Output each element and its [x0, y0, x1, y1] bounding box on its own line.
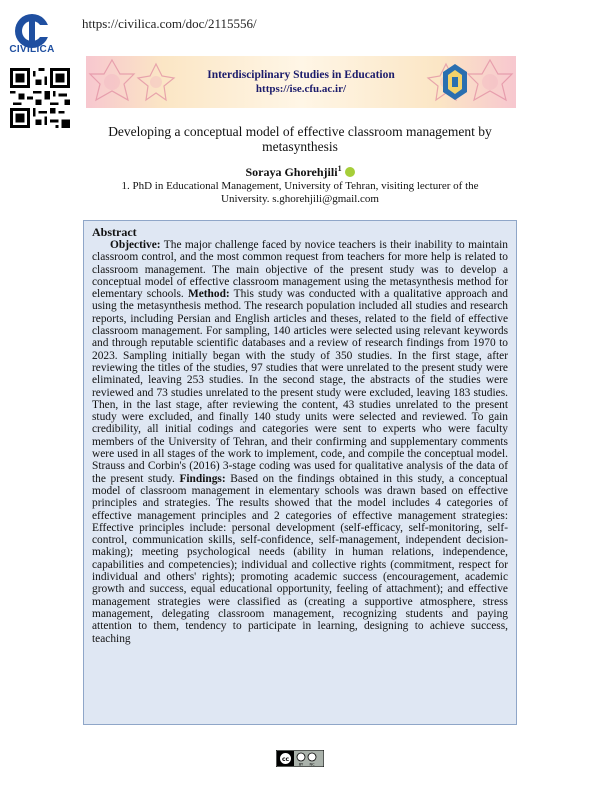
svg-text:NC: NC: [309, 762, 315, 767]
method-text: This study was conducted with a qualitative approach and using the metasynthesis method. The research population included all studies and research reports, including Persian and English articles and theses, related to the field of effective classroom management. For sampling, 140 articles were selected using relevant keywords and through reputable scientific databases and a review of research findings from 1970 to 2023. Sampling initially began with the study of 350 studies. In the first stage, after reviewing the titles of the studies, 97 studies that were unrelated to the present study were eliminated, leaving 253 studies. In the second stage, the abstracts of the studies were reviewed and 73 studies unrelated to the present study were excluded, leaving 183 studies. Then, in the last stage, after reviewing the content, 43 studies unrelated to the present study were excluded, and finally 140 study units were selected and reviewed. To gain credibility, all initial codings and categories were sent to experts who were faculty members of the University of Tehran, and their confirming and supplementary comments were used in all stages of the work to implement, code, and compile the conceptual model. Strauss and Corbin's (2016) 3-stage coding was used for qualitative analysis of the data of the present study.: [92, 288, 509, 485]
author-affiliation: 1. PhD in Educational Management, University of Tehran, visiting lecturer of the University. s.ghorehjili@gmail.com: [121, 180, 479, 205]
findings-label: Findings:: [179, 472, 226, 485]
orcid-icon[interactable]: [345, 167, 355, 177]
paper-title: Developing a conceptual model of effective classroom management by metasynthesis: [108, 124, 492, 154]
objective-text: The major challenge faced by novice teachers is their inability to maintain classroom control, and the most common request from teachers for more help is related to classroom management. The main objective of the present study was to develop a conceptual model of effective classroom management using the metasynthesis method for elementary schools.: [92, 239, 508, 301]
author-affiliation-marker: 1: [337, 164, 342, 173]
civilica-logo-text: CIVILICA: [9, 44, 55, 55]
journal-url[interactable]: https://ise.cfu.ac.ir/: [255, 83, 347, 95]
svg-text:BY: BY: [298, 762, 304, 767]
objective-label: Objective:: [110, 239, 161, 251]
qr-code: [10, 68, 70, 128]
abstract-heading: Abstract: [92, 225, 137, 239]
journal-title: Interdisciplinary Studies in Education: [207, 69, 395, 81]
document-url[interactable]: https://civilica.com/doc/2115556/: [82, 16, 257, 31]
author-line: [0, 164, 600, 180]
svg-text:cc: cc: [281, 756, 290, 763]
findings-text: Based on the findings obtained in this study, a conceptual model of classroom management in elementary schools was drawn based on effective principles and strategies. The results showed that the model includes 4 categories of effective management principles and 2 categories of effective management strategies: Effective principles include: personal development (self-efficacy, self-monitoring, self-control, communication skills, self-confidence, self-management, independent decision-making); meeting psychological needs (ability in human relations, independence, capabilities and competencies); individual and collective rights (commitment, respect for individual and others' rights); promoting academic success (encouragement, academic growth and success, equal educational opportunity, feeling of attachment); and effective management strategies were classified as (creating a supportive atmosphere, stress management, delegating classroom management, recognizing students and paying attention to them, tendency to participate in learning, designing to achieve success, teaching: [92, 472, 508, 645]
author-name: Soraya Ghorehjili: [245, 165, 338, 179]
method-label: Method:: [187, 288, 230, 301]
cc-license-icon[interactable]: [276, 750, 324, 767]
university-emblem-icon: [440, 62, 470, 102]
abstract-box: [83, 220, 517, 725]
abstract-body: [92, 239, 508, 645]
